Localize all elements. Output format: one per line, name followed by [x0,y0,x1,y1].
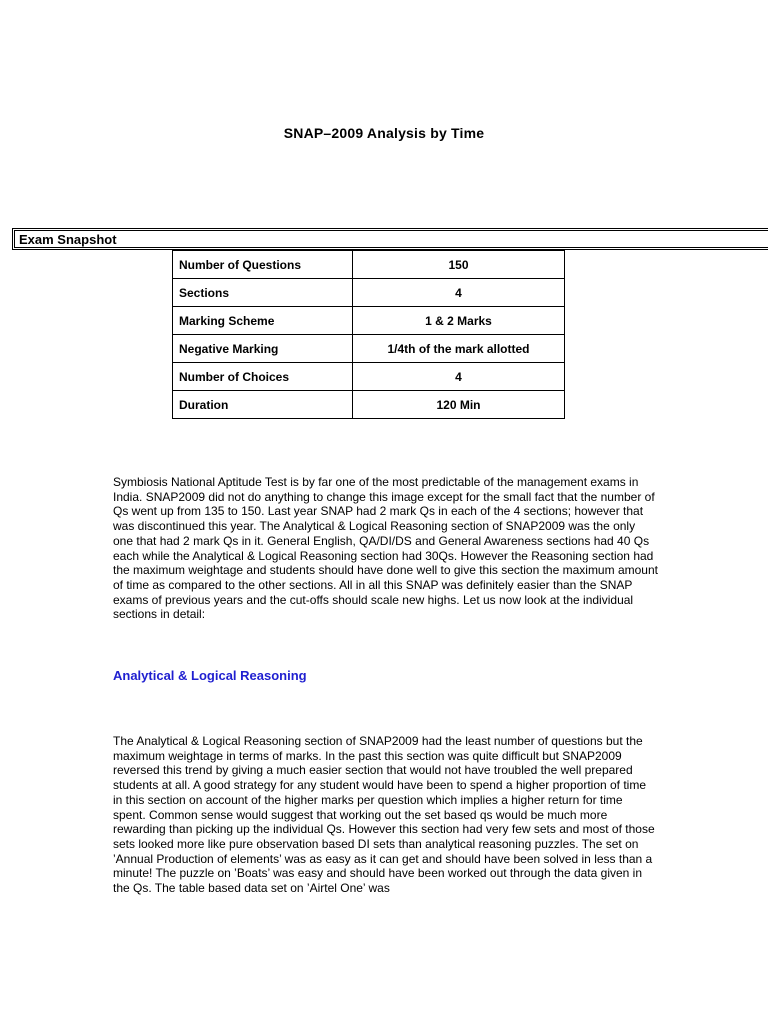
intro-paragraph: Symbiosis National Aptitude Test is by far one of the most predictable of the management exams in India. SNAP2009 did not do anything to change this image except for the small fact that the number of Qs went up from 135 to 150. Last year SNAP had 2 mark Qs in each of the 4 sections; however that was discontinued this year. The Analytical & Logical Reasoning section of SNAP2009 was the only one that had 2 mark Qs in it. General English, QA/DI/DS and General Awareness sections had 40 Qs each while the Analytical & Logical Reasoning section had 30Qs. However the Reasoning section had the maximum weightage and students should have done well to give this section the maximum amount of time as compared to the other sections. All in all this SNAP was definitely easier than the SNAP exams of previous years and the cut-offs should scale new highs. Let us now look at the individual sections in detail: [113,475,658,622]
row-label: Negative Marking [173,335,353,363]
table-row [173,391,565,419]
exam-snapshot-header: Exam Snapshot [12,228,768,250]
row-value: 1 & 2 Marks [353,307,565,335]
exam-snapshot-table [172,250,565,419]
table-row [173,279,565,307]
row-value: 4 [353,279,565,307]
table-row [173,251,565,279]
row-label: Sections [173,279,353,307]
row-value: 150 [353,251,565,279]
section-paragraph: The Analytical & Logical Reasoning section of SNAP2009 had the least number of questions but the maximum weightage in terms of marks. In the past this section was quite difficult but SNAP2009 reversed this trend by giving a much easier section that would not have troubled the well prepared students at all. A good strategy for any student would have been to spend a higher proportion of time in this section on account of the higher marks per question which implies a higher return for time spent. Common sense would suggest that working out the set based qs would be much more rewarding than picking up the individual Qs. However this section had very few sets and most of those sets looked more like pure observation based DI sets than analytical reasoning puzzles. The set on ’Annual Production of elements’ was as easy as it can get and should have been solved in less than a minute! The puzzle on ’Boats’ was easy and should have been worked out through the data given in the Qs. The table based data set on ’Airtel One’ was [113,734,655,896]
row-label: Number of Choices [173,363,353,391]
table-row [173,335,565,363]
section-heading: Analytical & Logical Reasoning [113,668,307,683]
row-label: Duration [173,391,353,419]
row-value: 120 Min [353,391,565,419]
table-row [173,307,565,335]
row-value: 1/4th of the mark allotted [353,335,565,363]
table-row [173,363,565,391]
row-value: 4 [353,363,565,391]
row-label: Number of Questions [173,251,353,279]
page-title: SNAP–2009 Analysis by Time [283,125,485,141]
row-label: Marking Scheme [173,307,353,335]
